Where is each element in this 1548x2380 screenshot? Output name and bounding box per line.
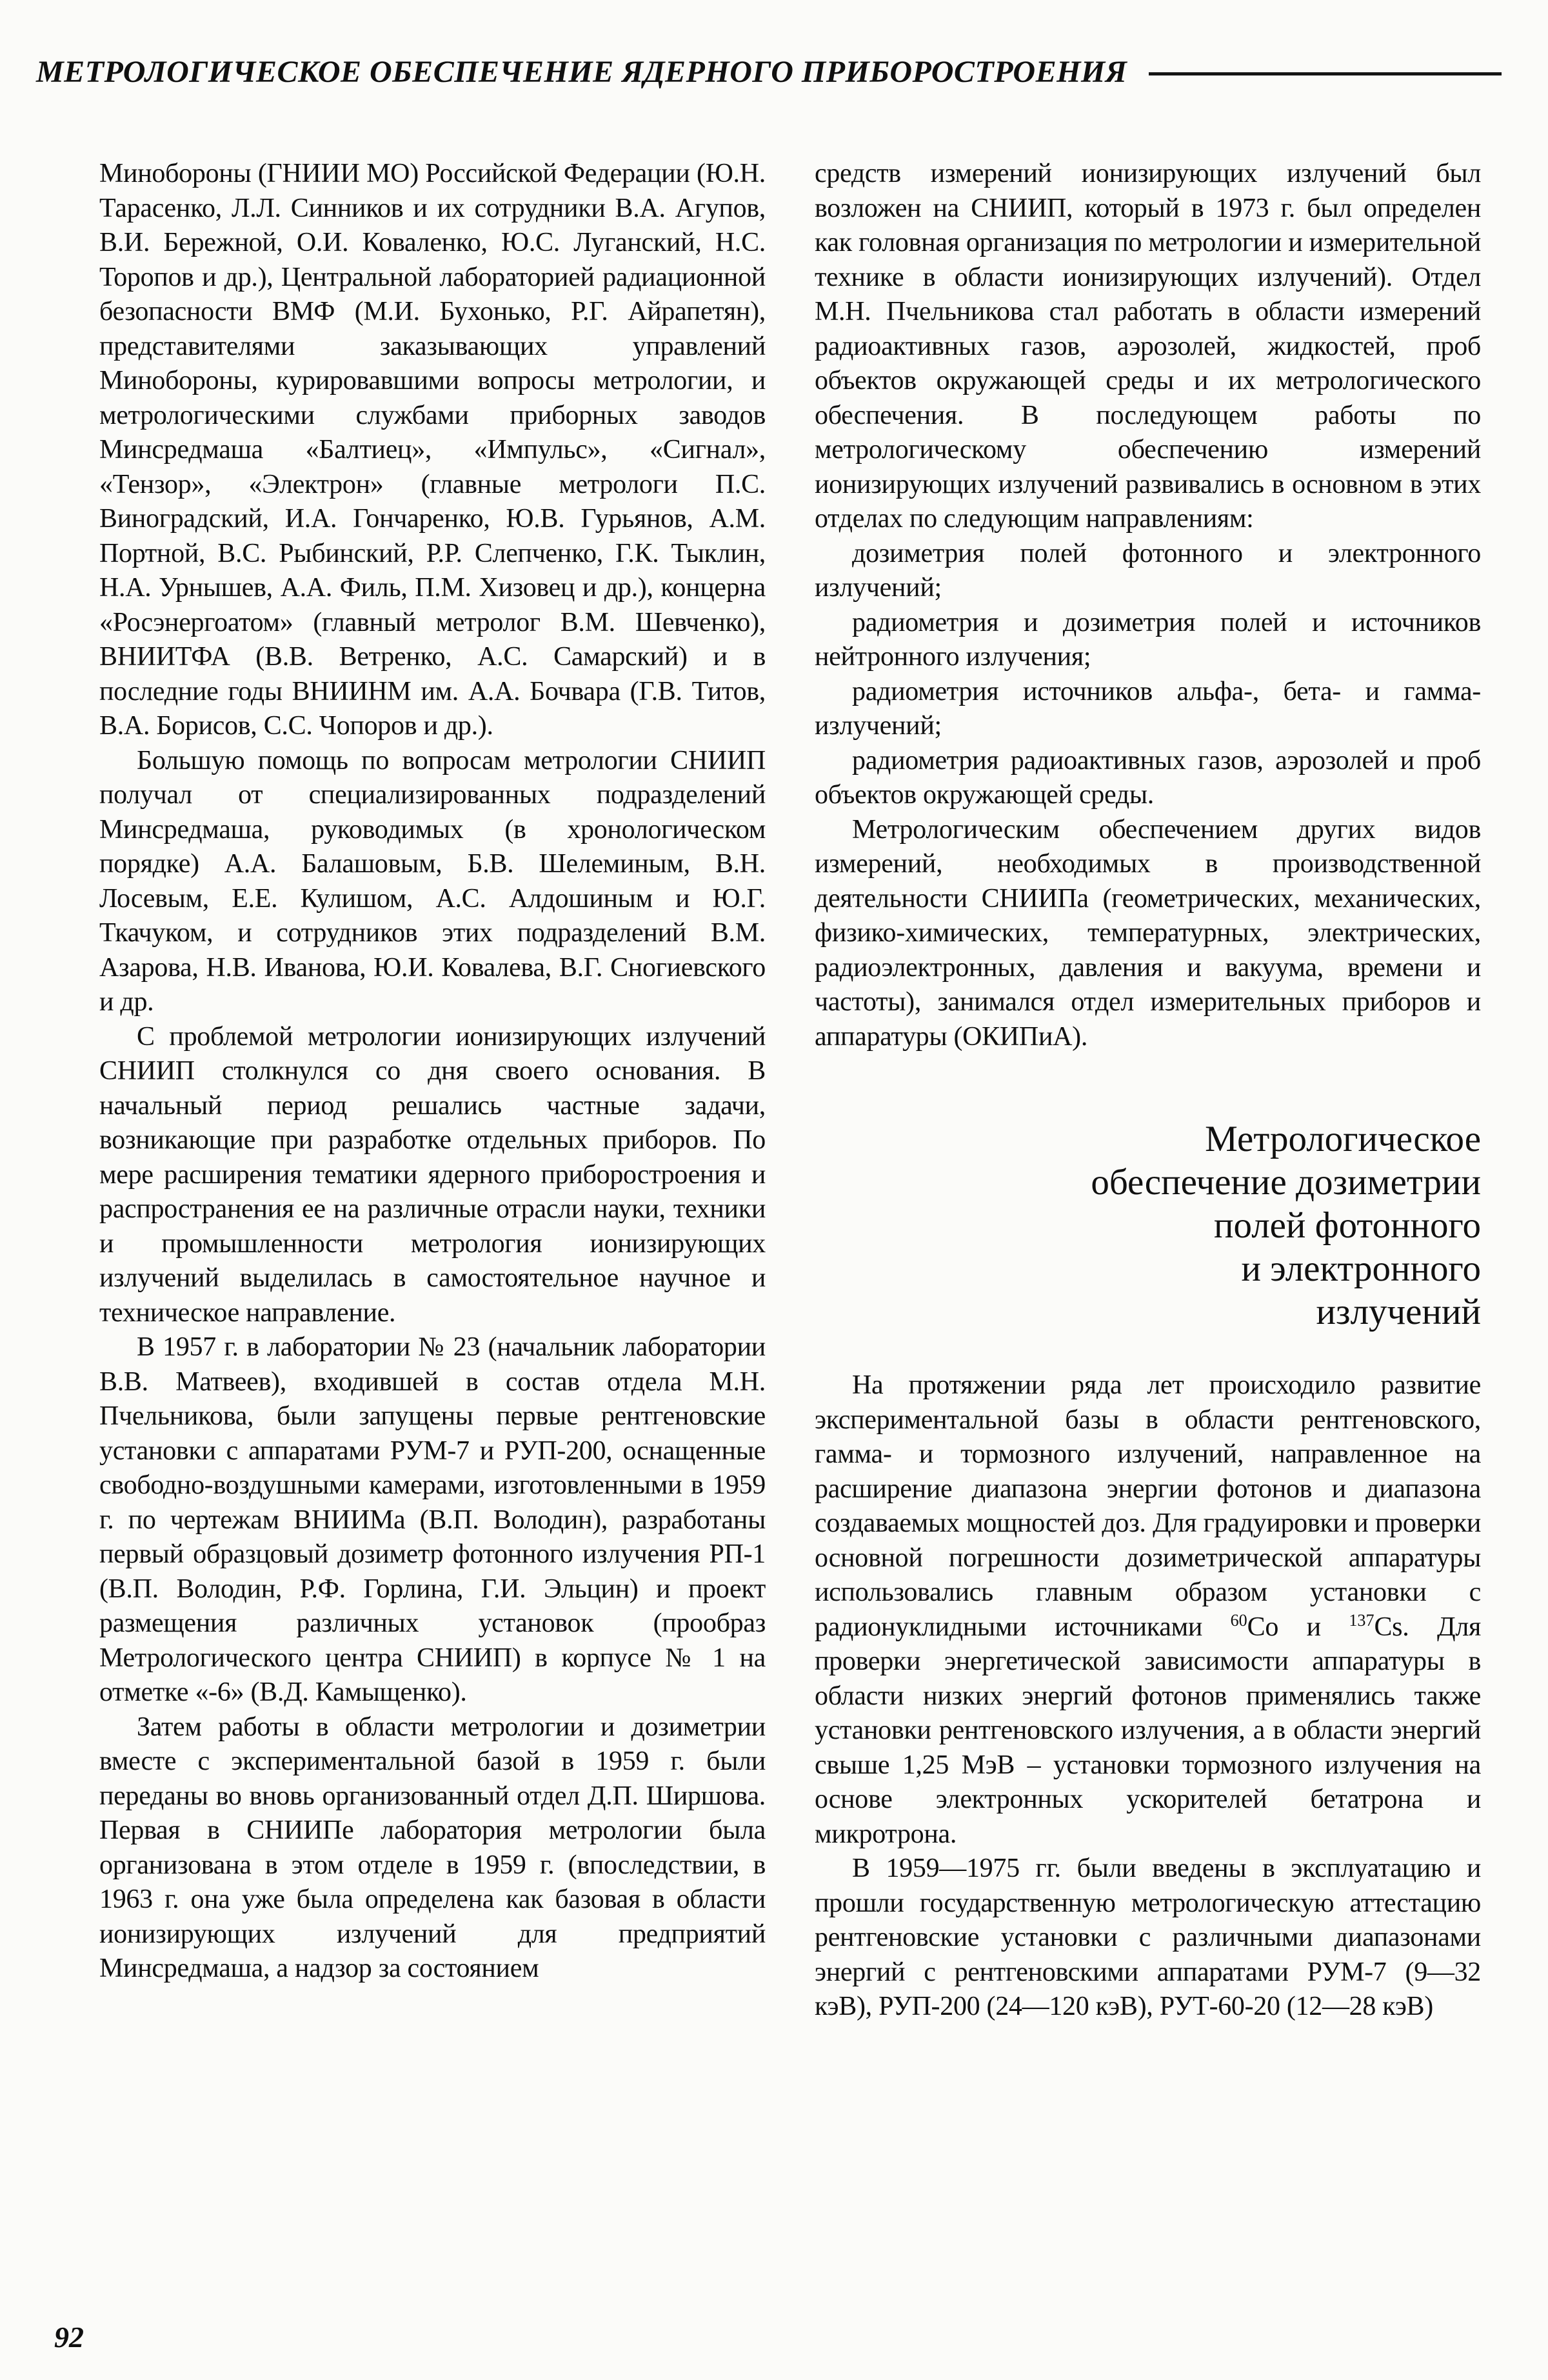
- paragraph: В 1959—1975 гг. были введены в эксплуатацию и прошли государственную метрологическую аттестацию рентгеновские установки с различными диапазонами энергий с рентгеновскими аппаратами РУМ-7 (9—32 кэВ), РУП-200 (24—120 кэВ), РУТ-60-20 (12—28 кэВ): [815, 1854, 1481, 2021]
- section-heading-line: полей фотонного: [1213, 1205, 1481, 1246]
- two-column-text-block: [0, 157, 1548, 2025]
- section-heading-line: излучений: [1316, 1292, 1481, 1332]
- right-column: [815, 157, 1481, 2025]
- paragraph: В 1957 г. в лаборатории № 23 (начальник лаборатории В.В. Матвеев), входившей в состав отдела М.Н. Пчельникова, были запущены первые рентгеновские установки с аппаратами РУМ-7 и РУП-200, оснащенные свободно-воздушными камерами, изготовленными в 1959 г. по чертежам ВНИИМа (В.П. Володин), разработаны первый образцовый дозиметр фотонного излучения РП-1 (В.П. Володин, Р.Ф. Горлина, Г.И. Эльцин) и проект размещения различных установок (прообраз Метрологического центра СНИИП) в корпусе № 1 на отметке «-6» (В.Д. Камыщенко).: [99, 1332, 766, 1707]
- paragraph: С проблемой метрологии ионизирующих излучений СНИИП столкнулся со дня своего основания. В начальный период решались частные задачи, возникающие при разработке отдельных приборов. По мере расширения тематики ядерного приборостроения и распространения ее на различные отрасли науки, техники и промышленности метрология ионизирующих излучений выделилась в самостоятельное научное и техническое направление.: [99, 1021, 766, 1328]
- paragraph: Минобороны (ГНИИИ МО) Российской Федерации (Ю.Н. Тарасенко, Л.Л. Синников и их сотрудники В.А. Агупов, В.И. Бережной, О.И. Коваленко, Ю.С. Луганский, Н.С. Торопов и др.), Центральной лабораторией радиационной безопасности ВМФ (М.И. Бухонько, Р.Г. Айрапетян), представителями заказывающих управлений Минобороны, курировавшими вопросы метрологии, и метрологическими службами приборных заводов Минсредмаша «Балтиец», «Импульс», «Сигнал», «Тензор», «Электрон» (главные метрологи П.С. Виноградский, И.А. Гончаренко, Ю.В. Гурьянов, А.М. Портной, В.С. Рыбинский, Р.Р. Слепченко, Г.К. Тыклин, Н.А. Урнышев, А.А. Филь, П.М. Хизовец и др.), концерна «Росэнергоатом» (главный метролог В.М. Шевченко), ВНИИТФА (В.В. Ветренко, А.С. Самарский) и в последние годы ВНИИНМ им. А.А. Бочвара (Г.В. Титов, В.А. Борисов, С.С. Чопоров и др.).: [99, 159, 766, 741]
- left-column: [99, 157, 766, 2025]
- paragraph: На протяжении ряда лет происходило развитие экспериментальной базы в области рентгеновского, гамма- и тормозного излучений, направленное на расширение диапазона энергии фотонов и диапазона создаваемых мощностей доз. Для градуировки и проверки основной погрешности дозиметрической аппаратуры использовались главным образом установки с радионуклидными источниками $^{60}$Co и $^{137}$Cs. Для проверки энергетической зависимости аппаратуры в области низких энергий фотонов применялись также установки рентгеновского излучения, а в области энергий свыше 1,25 МэВ – установки тормозного излучения на основе электронных ускорителей бетатрона и микротрона.: [815, 1370, 1482, 1849]
- paragraph: радиометрия радиоактивных газов, аэрозолей и проб объектов окружающей среды.: [815, 745, 1481, 810]
- paragraph: радиометрия и дозиметрия полей и источников нейтронного излучения;: [815, 607, 1481, 672]
- paragraph: Метрологическим обеспечением других видов измерений, необходимых в производственной деятельности СНИИПа (геометрических, механических, физико-химических, температурных, электрических, радиоэлектронных, давления и вакуума, времени и частоты), занимался отдел измерительных приборов и аппаратуры (ОКИПиА).: [815, 814, 1481, 1052]
- paragraph: средств измерений ионизирующих излучений был возложен на СНИИП, который в 1973 г. был определен как головная организация по метрологии и измерительной технике в области ионизирующих излучений). Отдел М.Н. Пчельникова стал работать в области измерений радиоактивных газов, аэрозолей, жидкостей, проб объектов окружающей среды и их метрологического обеспечения. В последующем работы по метрологическому обеспечению измерений ионизирующих излучений развивались в основном в этих отделах по следующим направлениям:: [815, 159, 1481, 534]
- header-rule: [1149, 72, 1502, 75]
- paragraph: Большую помощь по вопросам метрологии СНИИП получал от специализированных подразделений Минсредмаша, руководимых (в хронологическом порядке) А.А. Балашовым, Б.В. Шелеминым, В.Н. Лосевым, Е.Е. Кулишом, А.С. Алдошиным и Ю.Г. Ткачуком, и сотрудников этих подразделений В.М. Азарова, Н.В. Иванова, Ю.И. Ковалева, В.Г. Сногиевского и др.: [99, 745, 766, 1017]
- section-heading-line: обеспечение дозиметрии: [1091, 1162, 1481, 1203]
- paragraph: Затем работы в области метрологии и дозиметрии вместе с экспериментальной базой в 1959 г. были переданы во вновь организованный отдел Д.П. Ширшова. Первая в СНИИПе лаборатория метрологии была организована в этом отделе в 1959 г. (впоследствии, в 1963 г. она уже была определена как базовая в области ионизирующих излучений для предприятий Минсредмаша, а надзор за состоянием: [99, 1712, 766, 1983]
- running-header-title: МЕТРОЛОГИЧЕСКОЕ ОБЕСПЕЧЕНИЕ ЯДЕРНОГО ПРИБОРОСТРОЕНИЯ: [36, 55, 1127, 89]
- page-number: 92: [54, 2321, 84, 2354]
- running-header: [0, 0, 1548, 90]
- section-heading-line: и электронного: [1241, 1248, 1481, 1289]
- paragraph: дозиметрия полей фотонного и электронного излучений;: [815, 538, 1481, 603]
- section-heading-line: Метрологическое: [1205, 1119, 1481, 1159]
- paragraph: радиометрия источников альфа-, бета- и гамма-излучений;: [815, 676, 1481, 741]
- section-heading: [815, 1117, 1481, 1334]
